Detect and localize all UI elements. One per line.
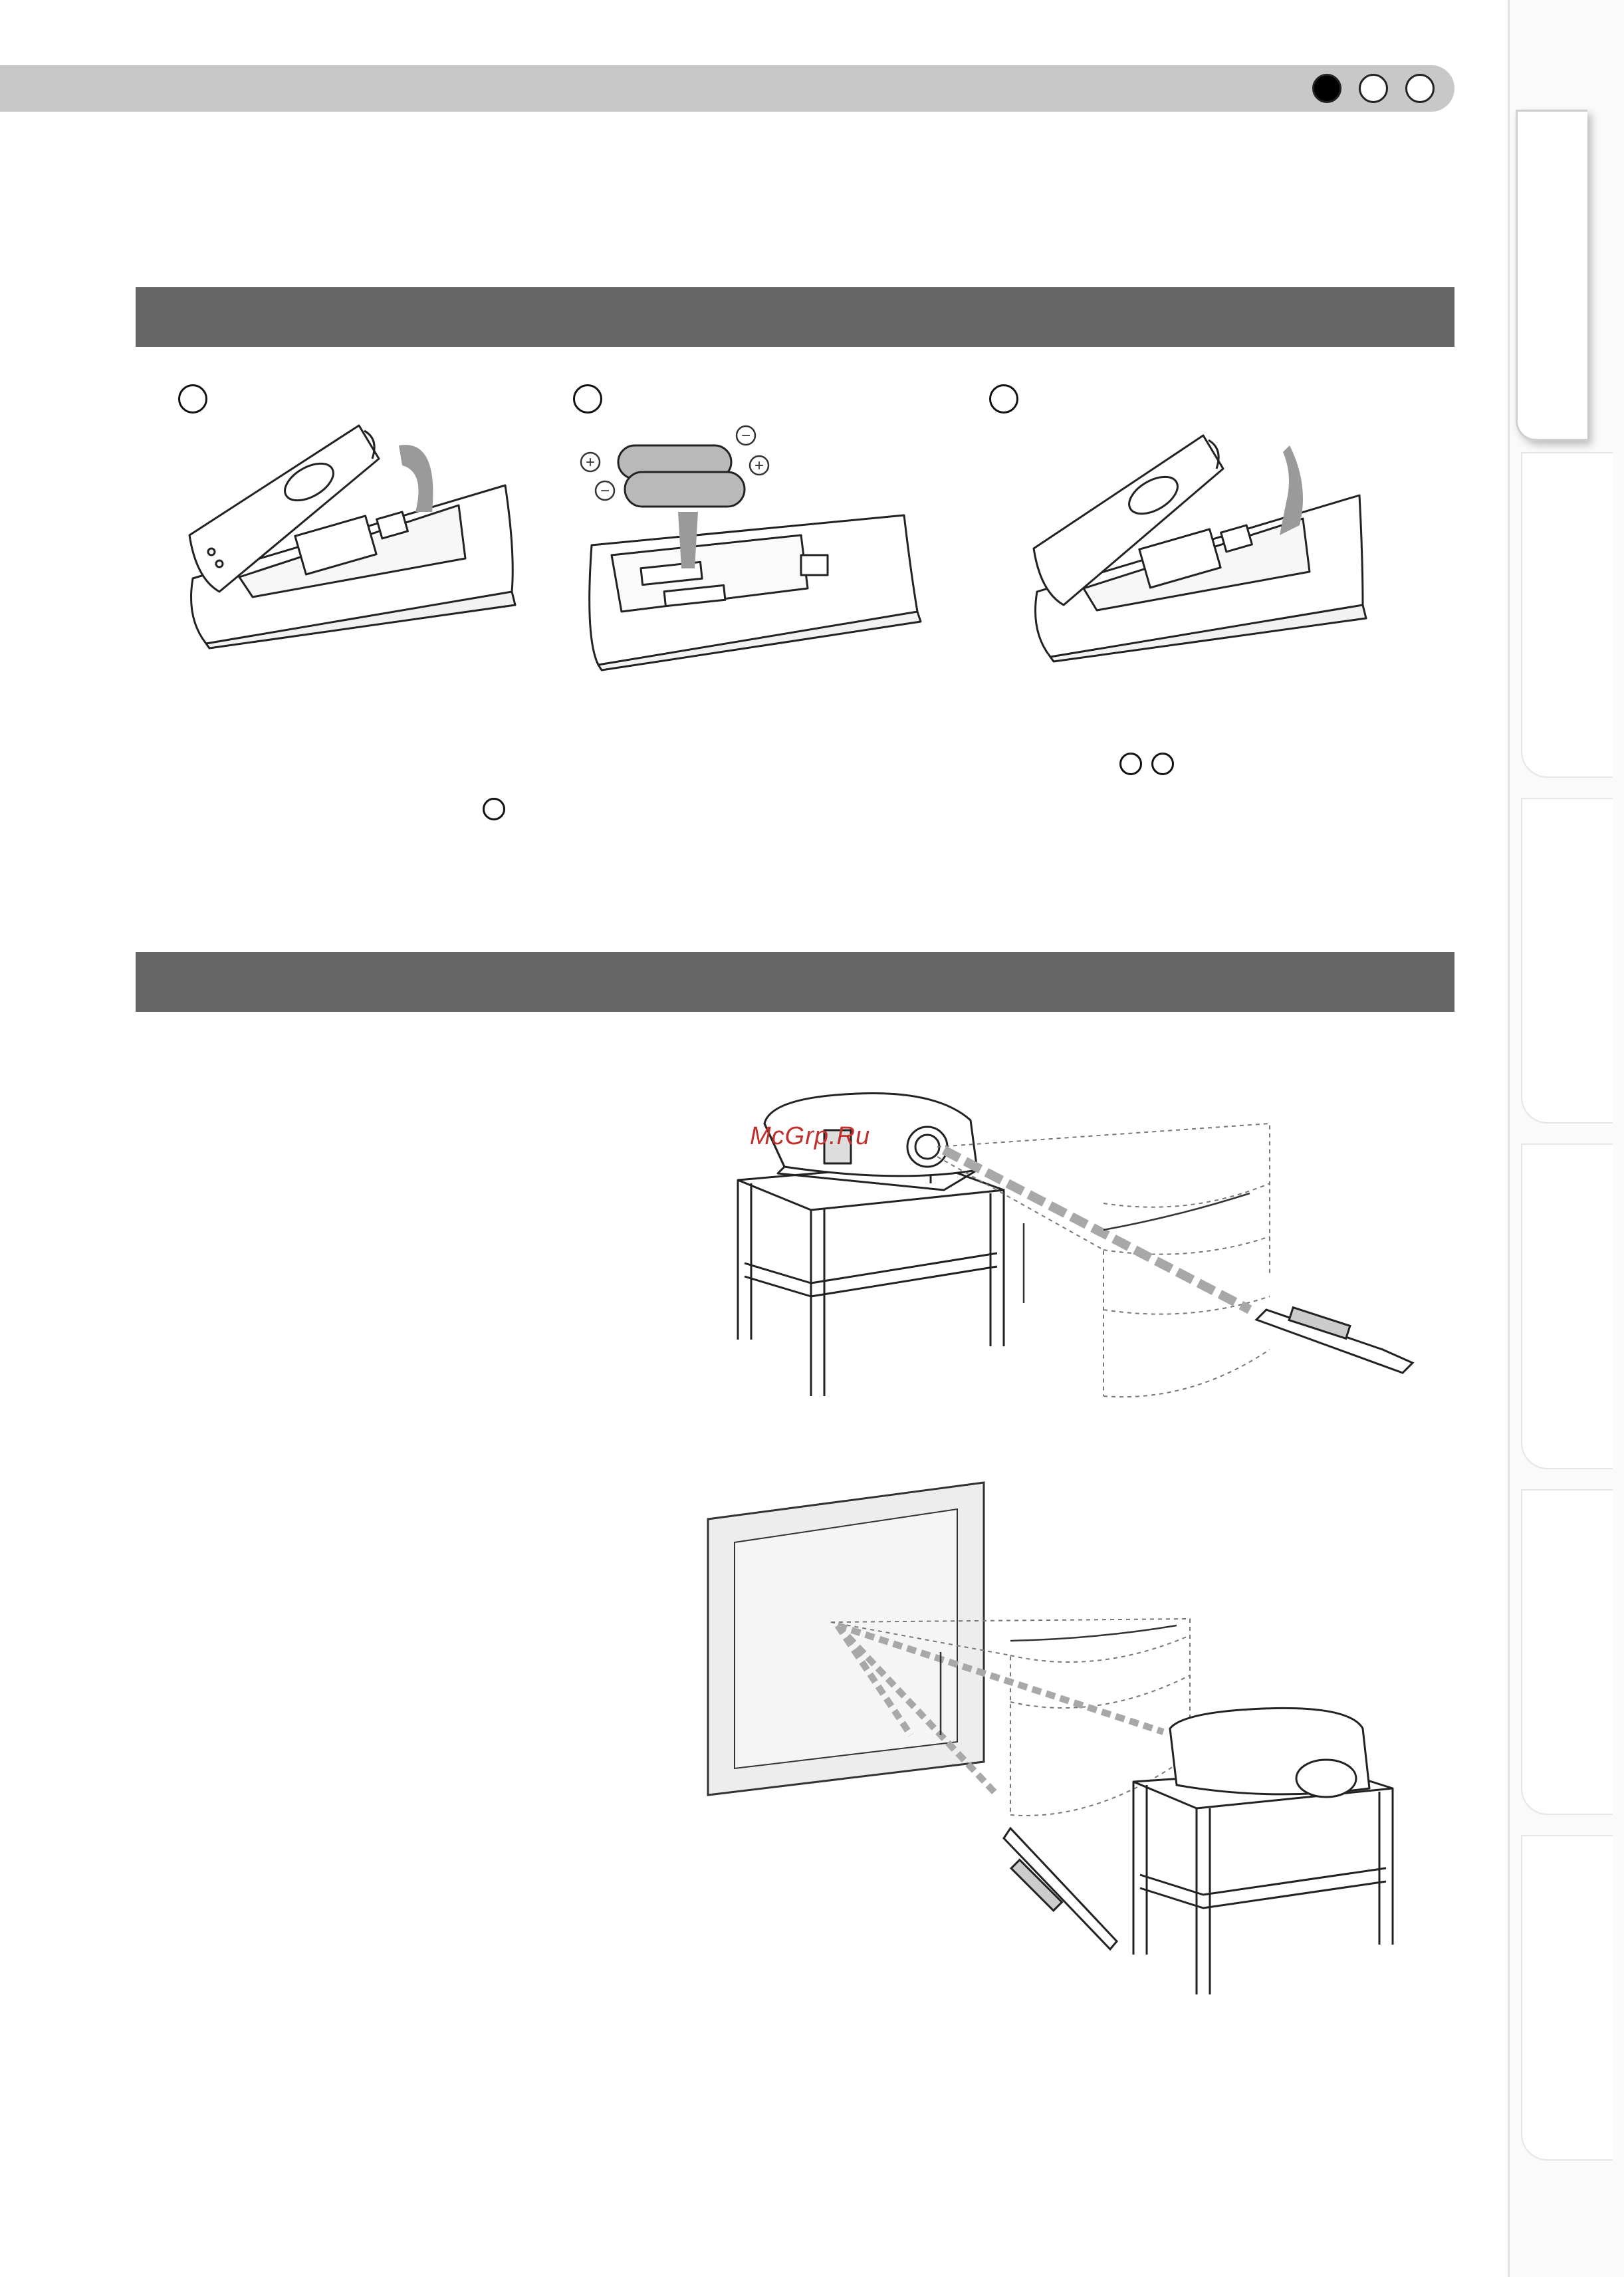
insert-direction-arrow — [678, 512, 698, 568]
remote-control — [1004, 1828, 1117, 1949]
page-indicator-dot-3 — [1405, 74, 1435, 103]
screen-reflection-operating-range-diagram — [698, 1476, 1403, 2008]
index-tab-4[interactable] — [1521, 1143, 1613, 1469]
page-indicator-dot-1 — [1312, 74, 1341, 103]
svg-text:+: + — [754, 457, 764, 475]
watermark: McGrp.Ru — [750, 1122, 871, 1150]
svg-text:−: − — [741, 427, 751, 445]
step-3-circle — [989, 384, 1018, 414]
index-tab-2[interactable] — [1521, 452, 1613, 778]
step-1-circle — [178, 384, 207, 414]
index-tab-5[interactable] — [1521, 1489, 1613, 1815]
plus-sign-icon — [581, 453, 600, 471]
section-heading-bar-batteries — [136, 287, 1454, 347]
svg-text:−: − — [600, 482, 610, 500]
header-bar — [0, 65, 1454, 112]
reference-circle — [483, 798, 505, 820]
close-direction-arrow — [1280, 445, 1303, 535]
index-tab-active[interactable] — [1516, 110, 1587, 441]
step-3-remote-cover-close-illustration — [1024, 425, 1369, 665]
step-2-battery-insert-illustration — [572, 419, 931, 671]
minus-sign-icon — [596, 481, 614, 500]
section-heading-bar-operating-range — [136, 952, 1454, 1012]
page-indicator-dot-2 — [1359, 74, 1388, 103]
reference-circle — [1119, 753, 1142, 775]
svg-text:+: + — [585, 453, 596, 471]
index-tab-6[interactable] — [1521, 1835, 1613, 2161]
index-tab-3[interactable] — [1521, 798, 1613, 1124]
reference-circle — [1151, 753, 1174, 775]
step-2-circle — [573, 384, 602, 414]
step-1-remote-cover-open-illustration — [179, 419, 525, 652]
minus-sign-icon — [737, 426, 755, 445]
remote-control — [1256, 1308, 1413, 1373]
plus-sign-icon — [750, 456, 768, 475]
open-direction-arrow — [399, 445, 433, 512]
projector-on-table — [1133, 1708, 1393, 1994]
